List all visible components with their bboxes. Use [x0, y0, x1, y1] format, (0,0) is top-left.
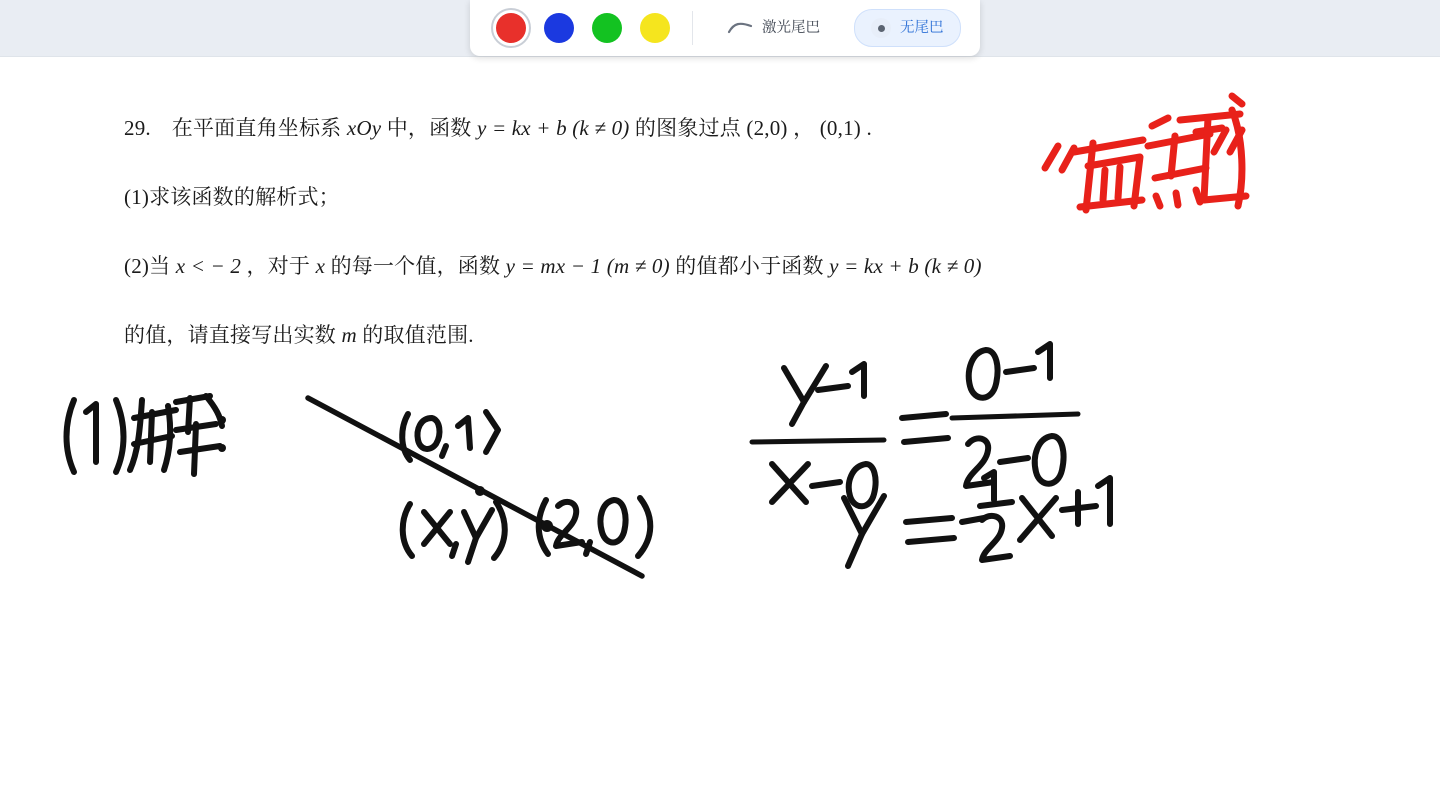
color-palette [470, 0, 692, 56]
annotation-toolbar [470, 0, 980, 56]
tool-no-tail[interactable] [854, 9, 961, 47]
line3-mid-c: 的值都小于函数 [675, 254, 824, 278]
question-number: 29. [124, 116, 151, 140]
dot-icon [871, 18, 891, 38]
line1-func: y = kx + b [476, 116, 567, 140]
line3-var-x: x [315, 254, 326, 278]
tool-laser-tail-label: 激光尾巴 [762, 19, 820, 36]
question-line-1 [124, 112, 872, 142]
line1-func-cond: (k ≠ 0) [572, 116, 630, 140]
tool-no-tail-label: 无尾巴 [900, 19, 944, 36]
question-line-3 [124, 250, 982, 280]
line3-mid-b: 的每一个值，函数 [330, 254, 501, 278]
line3-condition: x < − 2 [175, 254, 242, 278]
line4-suffix: 的取值范围. [362, 323, 474, 347]
line1-text-a: 在平面直角坐标系 [171, 116, 342, 140]
line4-var-m: m [341, 323, 357, 347]
line3-mid-a: ，对于 [246, 254, 311, 278]
question-line-2: (1)求该函数的解析式； [124, 185, 340, 209]
color-swatch-red[interactable] [496, 13, 526, 43]
color-swatch-blue[interactable] [544, 13, 574, 43]
line1-italic-xoy: xOy [346, 116, 382, 140]
color-swatch-green[interactable] [592, 13, 622, 43]
line1-point-1: (2,0) [746, 116, 788, 140]
color-swatch-yellow[interactable] [640, 13, 670, 43]
document-body [0, 56, 1440, 810]
tool-laser-tail[interactable] [711, 10, 836, 46]
question-line-4 [124, 319, 474, 349]
line3-func-m-cond: (m ≠ 0) [606, 254, 670, 278]
line1-text-b: 中，函数 [386, 116, 472, 140]
line1-comma: ， [793, 116, 815, 140]
line1-period: . [866, 116, 872, 140]
toolbar-divider [692, 11, 693, 45]
line1-point-2: (0,1) [819, 116, 861, 140]
line1-text-c: 的图象过点 [634, 116, 741, 140]
line3-func-m: y = mx − 1 [505, 254, 602, 278]
stroke-icon [727, 21, 753, 35]
line3-func-k: y = kx + b [829, 254, 919, 278]
line3-func-k-cond: (k ≠ 0) [924, 254, 982, 278]
line4-prefix: 的值，请直接写出实数 [124, 323, 336, 347]
line3-prefix: (2)当 [124, 254, 171, 278]
